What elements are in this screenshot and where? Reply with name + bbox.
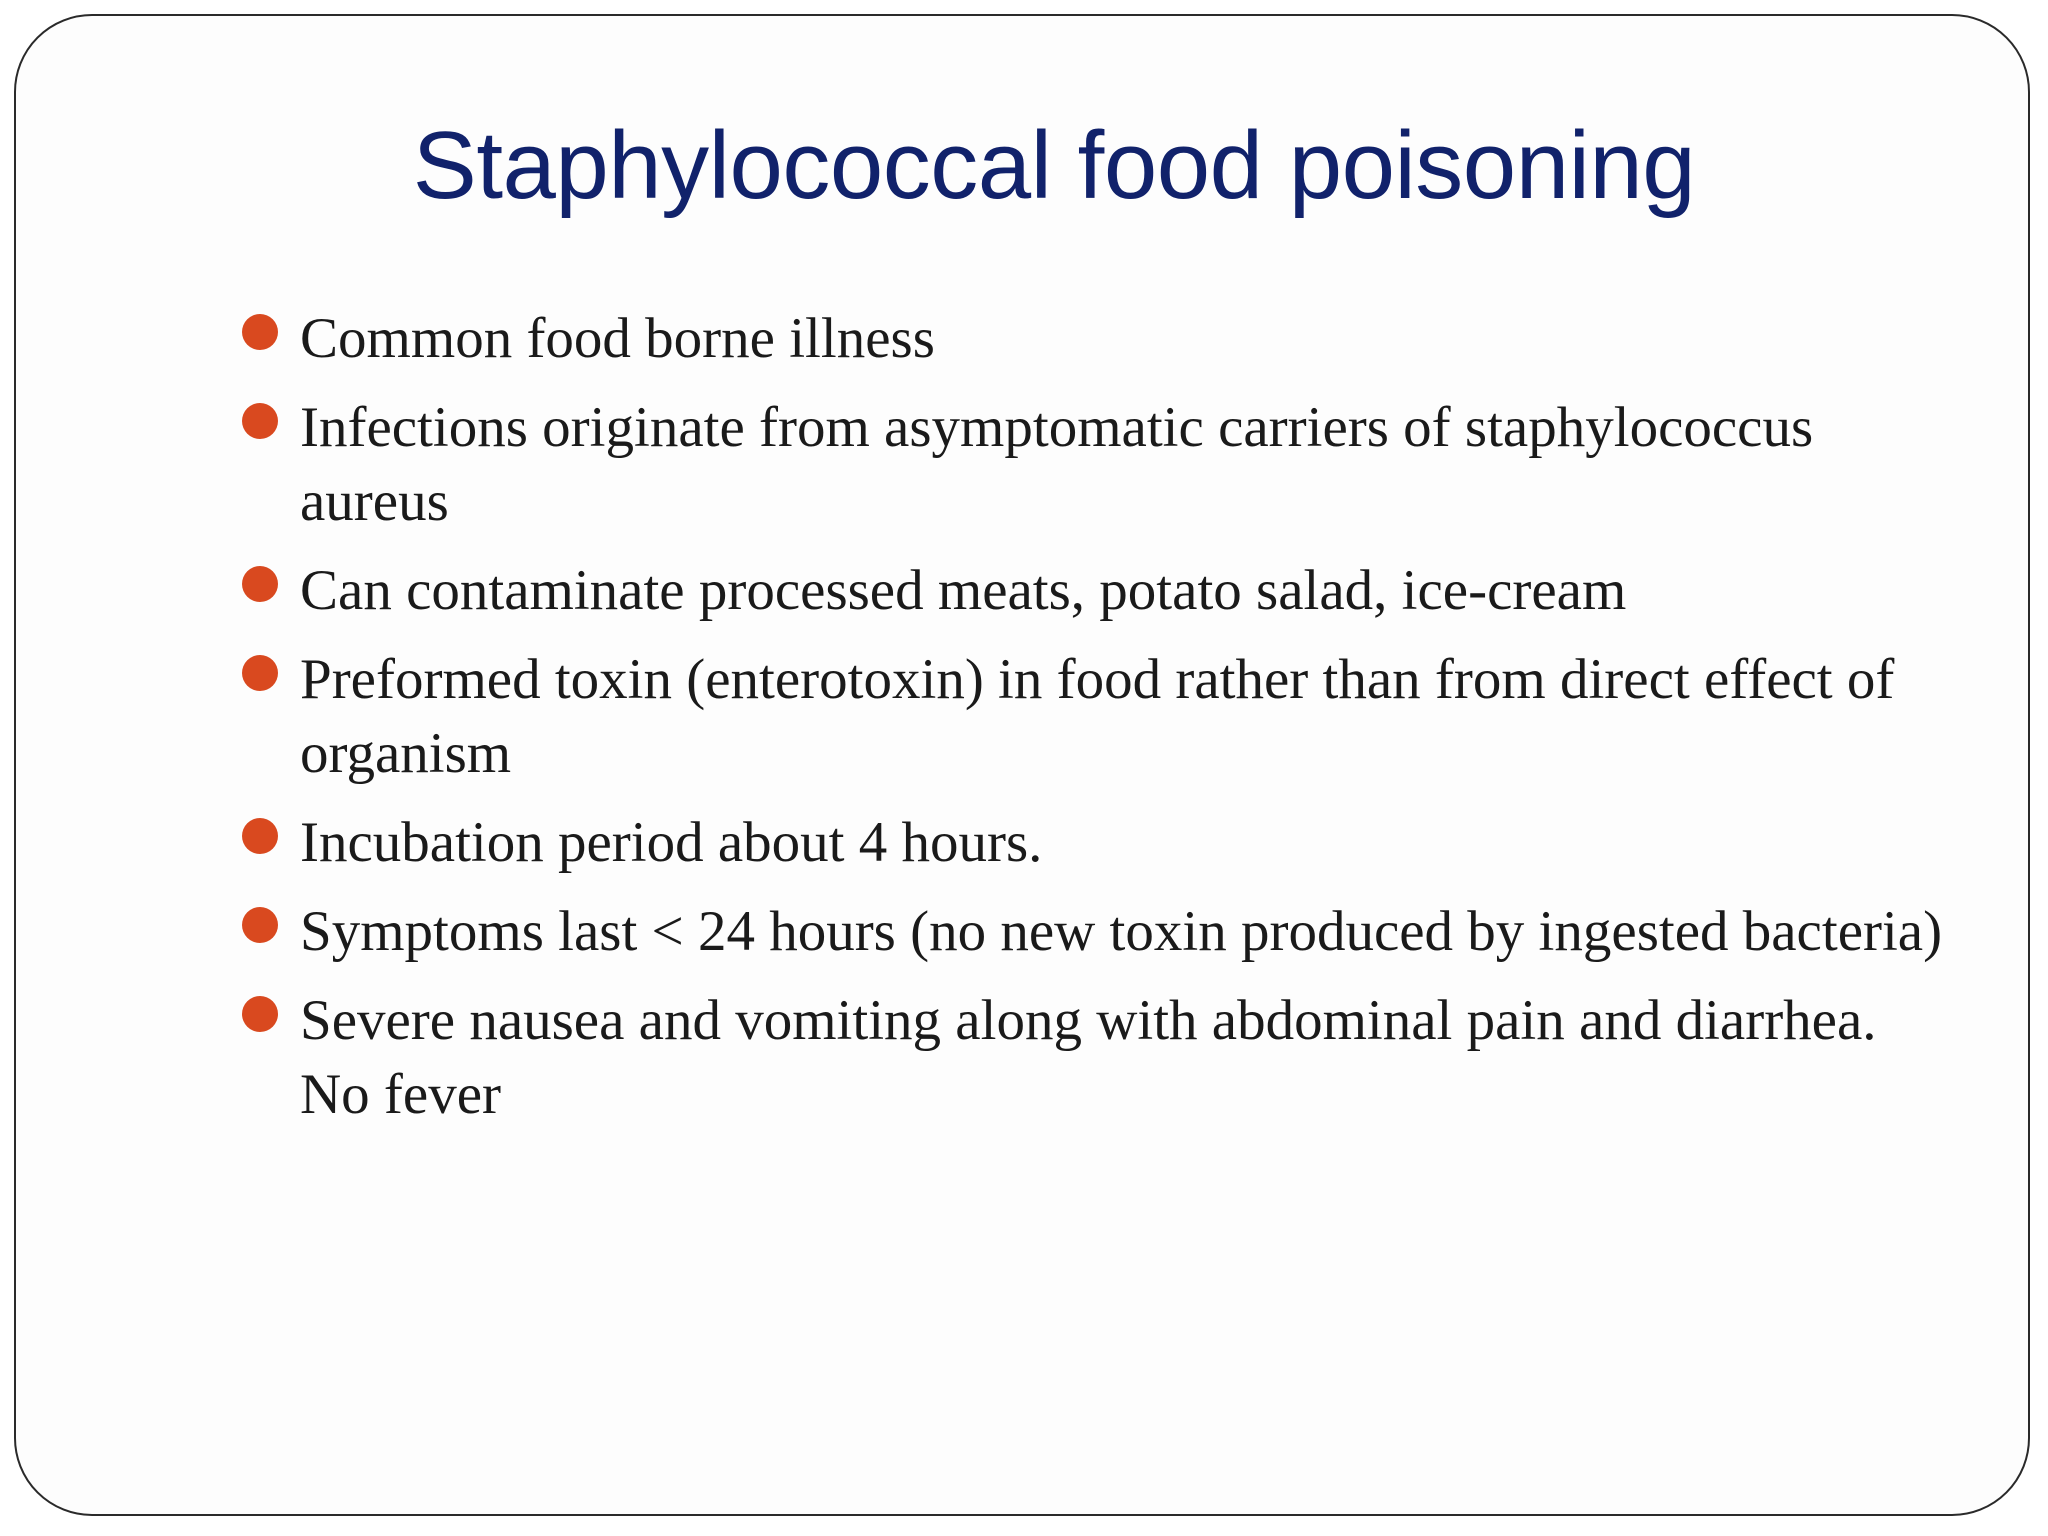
bullet-text: Severe nausea and vomiting along with abdominal pain and diarrhea. No fever — [300, 989, 1877, 1126]
bullet-item — [230, 984, 1950, 1132]
bullet-item — [230, 643, 1950, 791]
bullet-text: Incubation period about 4 hours. — [300, 811, 1043, 874]
bullet-item — [230, 391, 1950, 539]
slide-frame — [14, 14, 2030, 1516]
bullet-dot-icon — [242, 996, 278, 1032]
slide-title: Staphylococcal food poisoning — [412, 112, 1696, 219]
bullet-item — [230, 806, 1950, 880]
bullet-dot-icon — [242, 403, 278, 439]
bullet-text: Symptoms last < 24 hours (no new toxin produced by ingested bacteria) — [300, 900, 1943, 963]
bullet-text: Infections originate from asymptomatic carriers of staphylococcus aureus — [300, 396, 1814, 533]
bullet-dot-icon — [242, 655, 278, 691]
bullet-dot-icon — [242, 566, 278, 602]
bullet-item — [230, 302, 1950, 376]
bullet-item — [230, 895, 1950, 969]
bullet-text: Can contaminate processed meats, potato salad, ice-cream — [300, 559, 1627, 622]
bullet-list — [230, 302, 1950, 1147]
bullet-dot-icon — [242, 314, 278, 350]
bullet-text: Common food borne illness — [300, 307, 935, 370]
bullet-dot-icon — [242, 907, 278, 943]
bullet-text: Preformed toxin (enterotoxin) in food rather than from direct effect of organism — [300, 648, 1895, 785]
bullet-item — [230, 554, 1950, 628]
bullet-dot-icon — [242, 818, 278, 854]
